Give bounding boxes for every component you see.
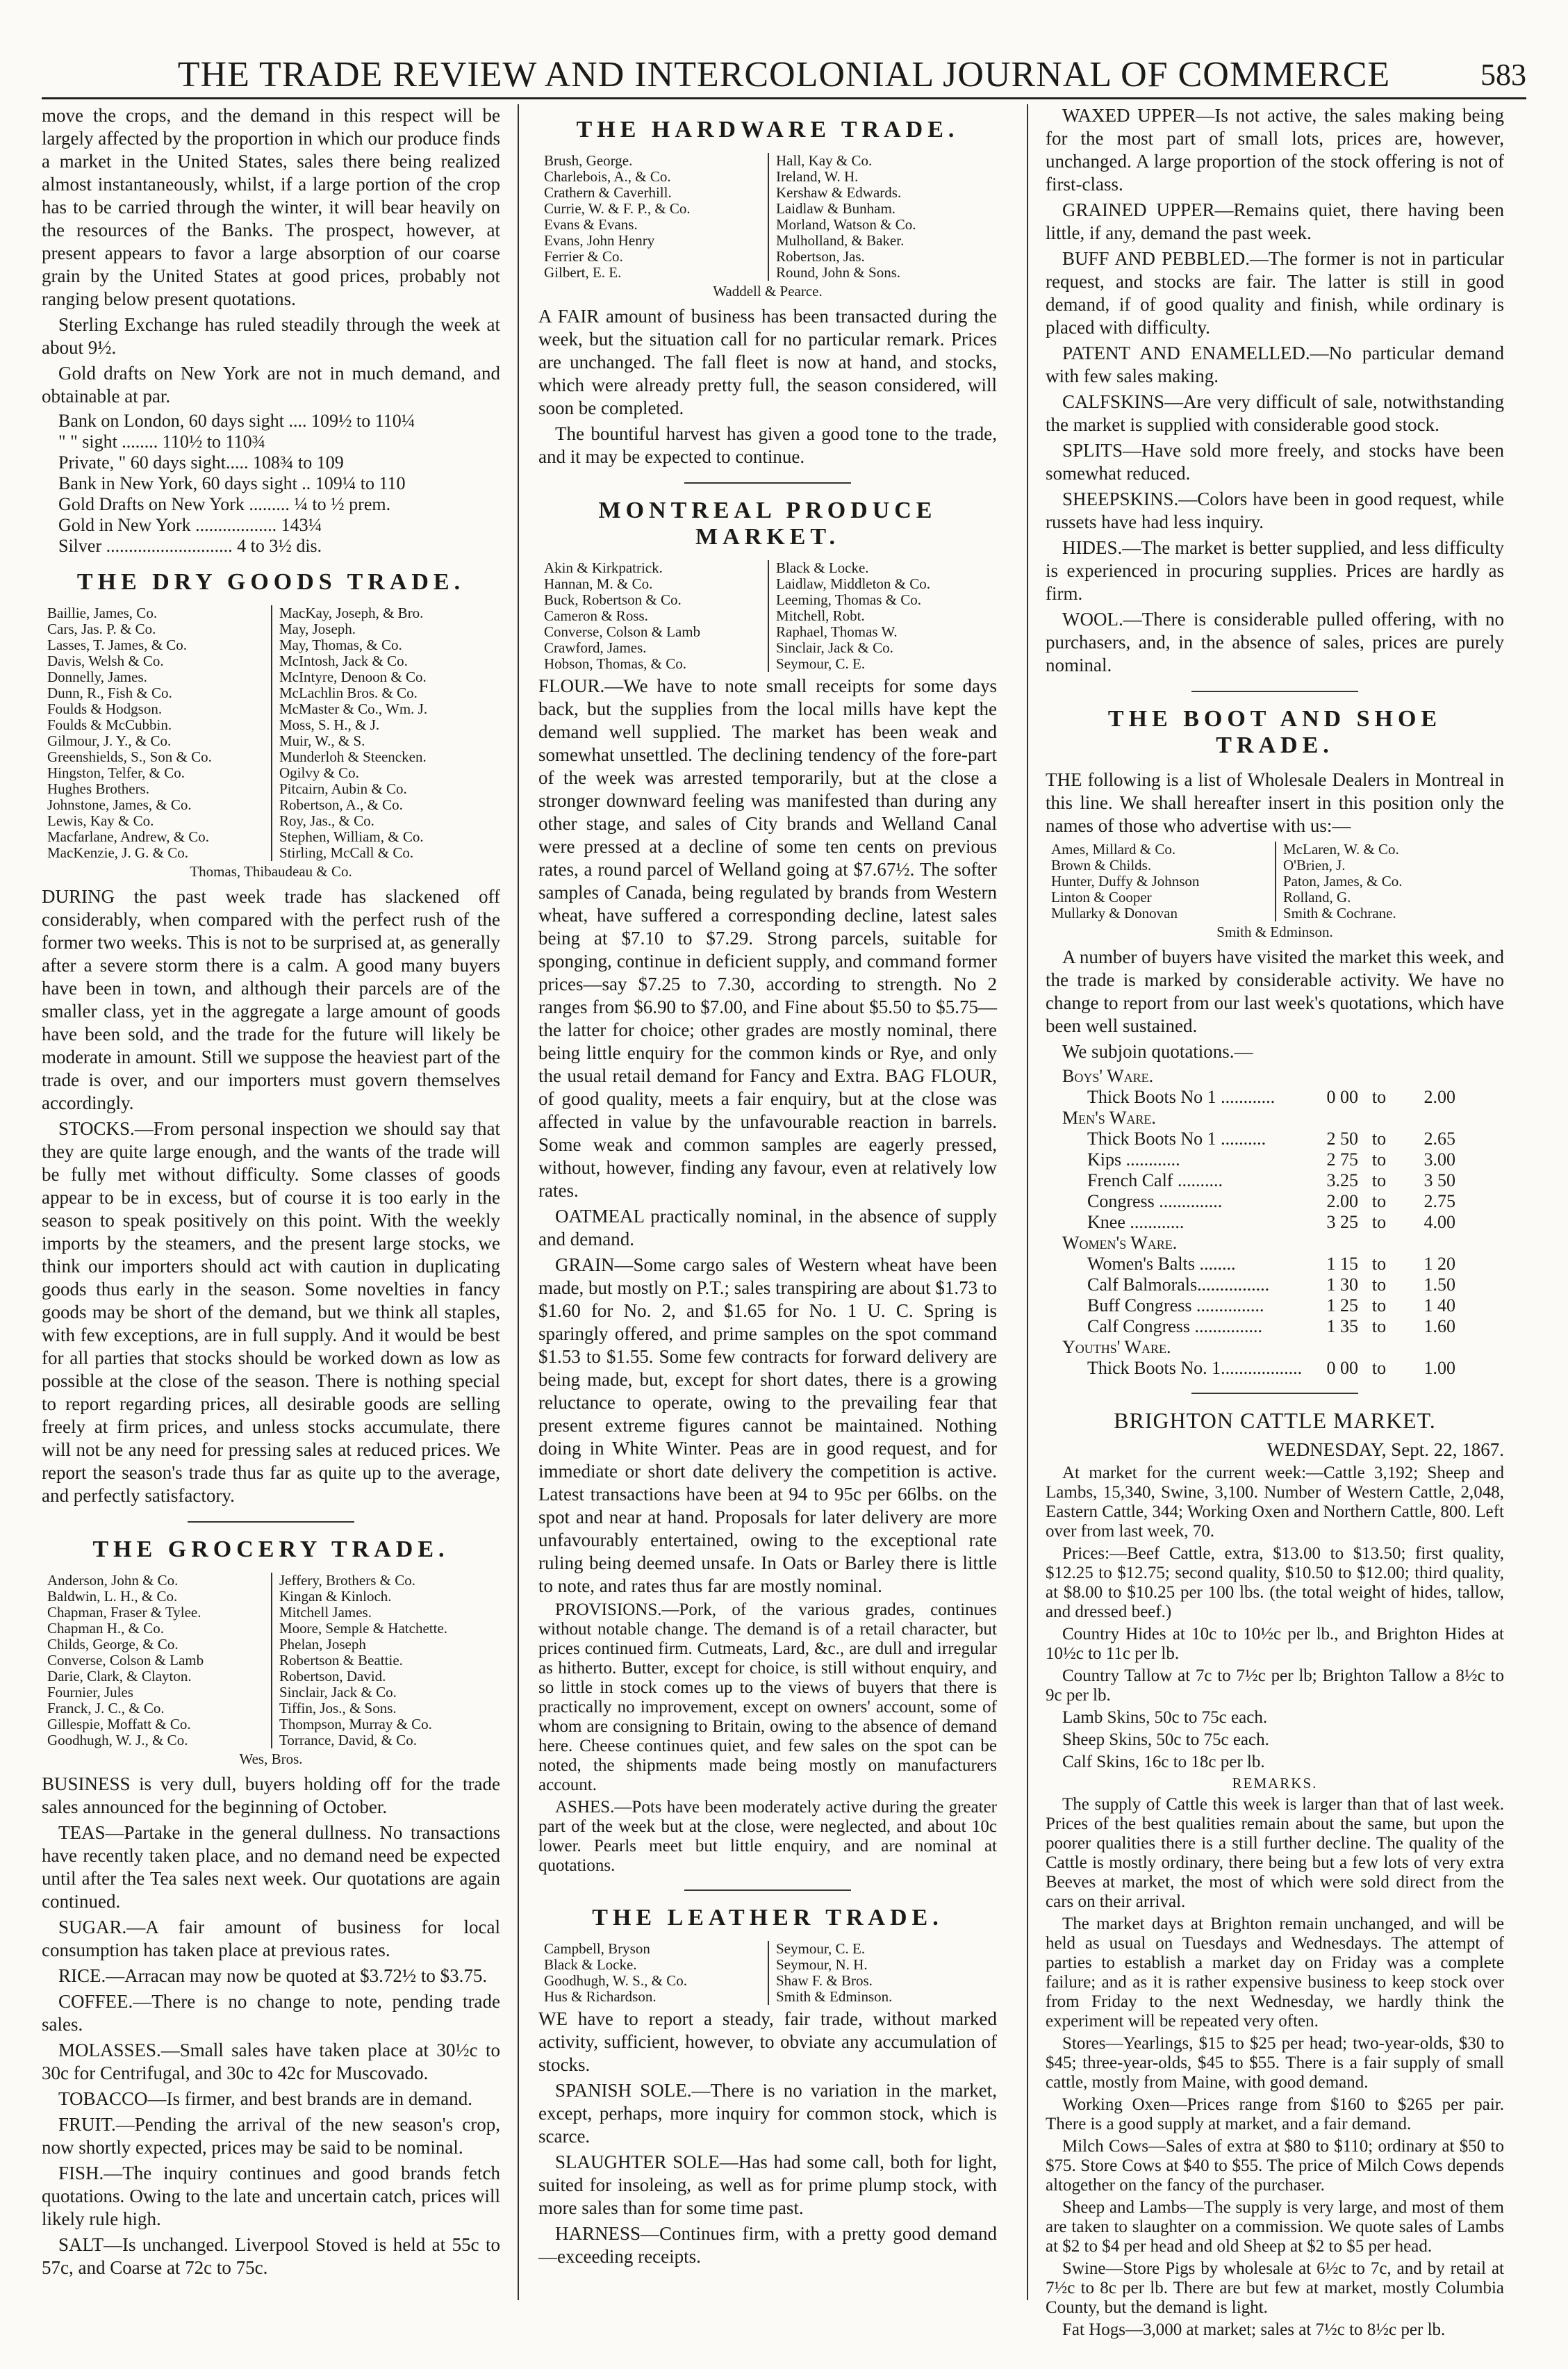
produce-heading: MONTREAL PRODUCE MARKET. bbox=[598, 498, 937, 550]
paragraph: SLAUGHTER SOLE—Has had some call, both for light, suited for insoleing, as well as for prime plump stock, with more sales than for some time past. bbox=[538, 2151, 997, 2218]
dealer-name: Ogilvy & Co. bbox=[279, 764, 359, 781]
price-high: 4.00 bbox=[1423, 1212, 1455, 1232]
dealer-name: Foulds & Hodgson. bbox=[47, 700, 163, 717]
to-word: to bbox=[1371, 1254, 1387, 1274]
dealer-name: Lewis, Kay & Co. bbox=[47, 812, 154, 829]
paragraph: Country Hides at 10c to 10½c per lb., and Brighton Hides at 10½c to 11c per lb. bbox=[1046, 1625, 1504, 1663]
dealer-name: McMaster & Co., Wm. J. bbox=[279, 700, 428, 717]
paragraph: Swine—Store Pigs by wholesale at 6½c to 7c, and by retail at 7½c to 8c per lb. There are but few at market, mostly Columbia County, but the demand is light. bbox=[1046, 2259, 1504, 2317]
dealer-name: Robertson, David. bbox=[279, 1668, 386, 1684]
dealer-name: McIntosh, Jack & Co. bbox=[279, 653, 408, 669]
dealer-name: Thomas, Thibaudeau & Co. bbox=[190, 863, 352, 880]
paragraph: WOOL.—There is considerable pulled offering, with no purchasers, and, in the absence of sales, prices are purely nominal. bbox=[1046, 609, 1504, 675]
section-rule bbox=[684, 482, 851, 484]
price-high: 3.00 bbox=[1423, 1149, 1455, 1170]
dealer-name: Waddell & Pearce. bbox=[713, 283, 823, 300]
leather-heading: THE LEATHER TRADE. bbox=[592, 1905, 943, 1931]
price-row bbox=[1046, 1129, 1504, 1149]
dealer-name: May, Joseph. bbox=[279, 621, 356, 637]
paragraph: Gold drafts on New York are not in much demand, and obtainable at par. bbox=[42, 363, 500, 407]
dealer-name: Cameron & Ross. bbox=[544, 607, 648, 624]
dealer-name: Laidlaw & Bunham. bbox=[776, 200, 896, 217]
remarks-label: REMARKS. bbox=[1232, 1775, 1318, 1792]
directory-right bbox=[768, 1941, 997, 2005]
price-low: 1 15 bbox=[1326, 1254, 1358, 1274]
directory-left bbox=[538, 1941, 768, 2005]
dealer-name: Munderloh & Steencken. bbox=[279, 748, 427, 765]
dealer-name: Leeming, Thomas & Co. bbox=[776, 591, 922, 608]
grocery-directory bbox=[42, 1573, 500, 1748]
price-high: 1.50 bbox=[1423, 1274, 1455, 1295]
paragraph: A FAIR amount of business has been transacted during the week, but the situation call for no particular remark. Prices are unchanged. The fall fleet is now at hand, and stocks, which were already pretty full, the season considered, will soon be completed. bbox=[538, 306, 997, 418]
price-high: 3 50 bbox=[1423, 1170, 1455, 1190]
paragraph: Sheep and Lambs—The supply is very large, and most of them are taken to slaughter on a commission. We quote sales of Lambs at $2 to $4 per head and old Sheep at $2 to $5 per head. bbox=[1046, 2198, 1504, 2256]
dealer-name: Black & Locke. bbox=[544, 1956, 637, 1973]
dealer-name: Franck, J. C., & Co. bbox=[47, 1700, 165, 1716]
dealer-name: Donnelly, James. bbox=[47, 669, 147, 685]
dealer-name: Robertson, Jas. bbox=[776, 248, 865, 265]
dealer-name: Mitchell, Robt. bbox=[776, 607, 865, 624]
dealer-name: Laidlaw, Middleton & Co. bbox=[776, 575, 931, 592]
section-rule bbox=[1191, 1393, 1358, 1394]
rate-line: Silver ............................ 4 to 3½ dis. bbox=[58, 536, 322, 556]
section-rule bbox=[684, 1890, 851, 1891]
dealer-name: McIntyre, Denoon & Co. bbox=[279, 669, 427, 685]
paragraph: Working Oxen—Prices range from $160 to $265 per pair. There is a good supply at market, and a fair demand. bbox=[1046, 2095, 1504, 2133]
column-divider-1 bbox=[518, 104, 519, 2300]
dealer-name: Pitcairn, Aubin & Co. bbox=[279, 780, 407, 797]
dealer-name: Evans, John Henry bbox=[544, 232, 655, 249]
paragraph: DURING the past week trade has slackened off considerably, when compared with the perfect rush of the former two weeks. This is not to be surprised at, as generally after a severe storm there is a calm. A good many buyers have been in town, and although their parcels are of the smaller class, yet in the aggregate a large amount of goods have been sold, and the trade for the future will likely be moderate in amount. Still we suppose the heaviest part of the trade is over, and our importers must govern themselves accordingly. bbox=[42, 886, 500, 1113]
dealer-name: Smith & Cochrane. bbox=[1283, 905, 1396, 921]
dealer-name: Anderson, John & Co. bbox=[47, 1572, 179, 1589]
dealer-name: McLaren, W. & Co. bbox=[1283, 841, 1399, 858]
price-high: 2.65 bbox=[1423, 1129, 1455, 1149]
paragraph: move the crops, and the demand in this respect will be largely affected by the proportion in which our produce finds a market in the United States, sales there being realized almost instantaneously, whilst, if a large portion of the crop has to be carried through the winter, it will bear heavily on the resources of the Banks. The prospect, however, at present appears to favor a large absorption of our coarse grain by the United States at good prices, probably not ranging below present quotations. bbox=[42, 105, 500, 309]
dealer-name: Mullarky & Donovan bbox=[1051, 905, 1178, 921]
dealer-name: Mulholland, & Baker. bbox=[776, 232, 905, 249]
paragraph: Sheep Skins, 50c to 75c each. bbox=[1062, 1730, 1269, 1749]
dealer-name: Mitchell James. bbox=[279, 1604, 372, 1621]
banking-intro bbox=[42, 104, 500, 408]
dealer-name: Roy, Jas., & Co. bbox=[279, 812, 374, 829]
directory-right bbox=[768, 153, 997, 281]
price-row bbox=[1046, 1295, 1504, 1316]
dealer-name: Converse, Colson & Lamb bbox=[544, 623, 701, 640]
dealer-name: Lasses, T. James, & Co. bbox=[47, 637, 188, 653]
to-word: to bbox=[1371, 1191, 1387, 1211]
to-word: to bbox=[1371, 1212, 1387, 1232]
dealer-name: Hus & Richardson. bbox=[544, 1988, 657, 2005]
item-name: Buff Congress ............... bbox=[1087, 1295, 1264, 1315]
dateline: WEDNESDAY, Sept. 22, 1867. bbox=[1266, 1439, 1504, 1460]
paragraph: The bountiful harvest has given a good tone to the trade, and it may be expected to continue. bbox=[538, 423, 997, 467]
directory-left bbox=[538, 153, 768, 281]
to-word: to bbox=[1371, 1149, 1387, 1170]
directory-right bbox=[768, 560, 997, 672]
hardware-directory bbox=[538, 153, 997, 281]
price-group-heading: Women's Ware. bbox=[1062, 1233, 1178, 1253]
item-name: Thick Boots No 1 ............ bbox=[1087, 1087, 1276, 1107]
paragraph: HARNESS—Continues firm, with a pretty good demand—exceeding receipts. bbox=[538, 2223, 997, 2267]
dealer-name: Morland, Watson & Co. bbox=[776, 216, 916, 233]
dealer-name: Seymour, C. E. bbox=[776, 655, 866, 672]
dealer-name: Evans & Evans. bbox=[544, 216, 638, 233]
dealer-name: Goodhugh, W. S., & Co. bbox=[544, 1972, 687, 1989]
dealer-name: Cars, Jas. P. & Co. bbox=[47, 621, 156, 637]
dealer-name: Robertson & Beattie. bbox=[279, 1652, 403, 1669]
dealer-name: McLachlin Bros. & Co. bbox=[279, 685, 418, 701]
dealer-name: Phelan, Joseph bbox=[279, 1636, 366, 1653]
paragraph: The supply of Cattle this week is larger than that of last week. Prices of the best qualities remain about the same, but upon the poorer qualities there is a still further decline. The quality of the Cattle is mostly ordinary, there being but a few lots of very extra Beeves at market, the most of which were sold direct from the cars on their arrival. bbox=[1046, 1795, 1504, 1911]
leather-directory bbox=[538, 1941, 997, 2005]
dealer-name: Ireland, W. H. bbox=[776, 168, 859, 185]
paragraph: PATENT AND ENAMELLED.—No particular demand with few sales making. bbox=[1046, 343, 1504, 386]
paragraph: WE have to report a steady, fair trade, without marked activity, sufficient, however, to obviate any accumulation of stocks. bbox=[538, 2008, 997, 2075]
dealer-name: Greenshields, S., Son & Co. bbox=[47, 748, 212, 765]
dealer-name: Chapman H., & Co. bbox=[47, 1620, 164, 1637]
paragraph: GRAINED UPPER—Remains quiet, there having been little, if any, demand the past week. bbox=[1046, 199, 1504, 243]
price-high: 1.60 bbox=[1423, 1316, 1455, 1336]
price-low: 3 25 bbox=[1326, 1212, 1358, 1232]
dealer-name: Hunter, Duffy & Johnson bbox=[1051, 873, 1200, 890]
price-low: 2 50 bbox=[1326, 1129, 1358, 1149]
dealer-name: Torrance, David, & Co. bbox=[279, 1732, 417, 1748]
to-word: to bbox=[1371, 1316, 1387, 1336]
dealer-name: Stirling, McCall & Co. bbox=[279, 844, 414, 861]
rate-line: " " sight ........ 110½ to 110¾ bbox=[58, 432, 266, 452]
item-name: Calf Balmorals................ bbox=[1087, 1274, 1270, 1295]
dealer-name: Hughes Brothers. bbox=[47, 780, 149, 797]
dealer-name: Ames, Millard & Co. bbox=[1051, 841, 1176, 858]
dealer-name: Campbell, Bryson bbox=[544, 1940, 650, 1957]
item-name: Kips ............ bbox=[1087, 1149, 1180, 1170]
rate-line: Private, " 60 days sight..... 108¾ to 109 bbox=[58, 452, 344, 473]
paragraph: FRUIT.—Pending the arrival of the new season's crop, now shortly expected, prices may be said to be nominal. bbox=[42, 2114, 500, 2158]
dealer-name: Gilbert, E. E. bbox=[544, 264, 622, 281]
directory-left bbox=[1046, 842, 1275, 921]
paragraph: Sterling Exchange has ruled steadily through the week at about 9½. bbox=[42, 314, 500, 358]
page-header bbox=[42, 49, 1526, 97]
dry-goods-directory bbox=[42, 605, 500, 861]
dealer-name: Goodhugh, W. J., & Co. bbox=[47, 1732, 188, 1748]
column-2 bbox=[538, 104, 997, 2300]
item-name: Women's Balts ........ bbox=[1087, 1254, 1236, 1274]
paragraph: TEAS—Partake in the general dullness. No transactions have recently taken place, and no demand need be expected until after the Tea sales next week. Our quotations are again continued. bbox=[42, 1822, 500, 1912]
to-word: to bbox=[1371, 1358, 1387, 1378]
price-table bbox=[1046, 1066, 1504, 1379]
dealer-name: Davis, Welsh & Co. bbox=[47, 653, 164, 669]
boot-shoe-heading: THE BOOT AND SHOE TRADE. bbox=[1107, 706, 1442, 758]
rate-line: Bank on London, 60 days sight .... 109½ to 110¼ bbox=[58, 411, 415, 431]
dealer-name: Hall, Kay & Co. bbox=[776, 152, 873, 169]
price-low: 2 75 bbox=[1326, 1149, 1358, 1170]
dealer-name: Crawford, James. bbox=[544, 639, 647, 656]
price-low: 3.25 bbox=[1326, 1170, 1358, 1190]
column-1 bbox=[42, 104, 500, 2300]
dealer-name: Stephen, William, & Co. bbox=[279, 828, 424, 845]
dry-goods-heading: THE DRY GOODS TRADE. bbox=[76, 569, 465, 595]
paragraph: RICE.—Arracan may now be quoted at $3.72½ to $3.75. bbox=[58, 1965, 488, 1986]
dealer-name: Currie, W. & F. P., & Co. bbox=[544, 200, 691, 217]
price-high: 1 40 bbox=[1423, 1295, 1455, 1315]
price-high: 2.00 bbox=[1423, 1087, 1455, 1107]
dealer-name: Black & Locke. bbox=[776, 559, 869, 576]
item-name: Congress .............. bbox=[1087, 1191, 1223, 1211]
dealer-name: Paton, James, & Co. bbox=[1283, 873, 1403, 890]
dealer-name: Macfarlane, Andrew, & Co. bbox=[47, 828, 210, 845]
dealer-name: Shaw F. & Bros. bbox=[776, 1972, 873, 1989]
dealer-name: Foulds & McCubbin. bbox=[47, 716, 172, 733]
dealer-name: Linton & Cooper bbox=[1051, 889, 1152, 905]
dealer-name: Baillie, James, Co. bbox=[47, 605, 158, 621]
price-low: 1 35 bbox=[1326, 1316, 1358, 1336]
dealer-name: MacKenzie, J. G. & Co. bbox=[47, 844, 188, 861]
price-row bbox=[1046, 1254, 1504, 1274]
price-group-heading: Men's Ware. bbox=[1062, 1108, 1156, 1128]
journal-title: THE TRADE REVIEW AND INTERCOLONIAL JOURNAL OF COMMERCE bbox=[177, 55, 1391, 95]
paragraph: SALT—Is unchanged. Liverpool Stoved is held at 55c to 57c, and Coarse at 72c to 75c. bbox=[42, 2234, 500, 2278]
dealer-name: May, Thomas, & Co. bbox=[279, 637, 402, 653]
price-row bbox=[1046, 1191, 1504, 1212]
dealer-name: Darie, Clark, & Clayton. bbox=[47, 1668, 192, 1684]
paragraph: BUFF AND PEBBLED.—The former is not in particular request, and stocks are fair. The latter is still in good demand, if of good quality and finish, while ordinary is placed with difficulty. bbox=[1046, 248, 1504, 338]
paragraph: At market for the current week:—Cattle 3,192; Sheep and Lambs, 15,340, Swine, 3,100. Number of Western Cattle, 2,048, Eastern Cattle, 344; Working Oxen and Northern Cattle, 800. Left over from last week, 70. bbox=[1046, 1464, 1504, 1541]
paragraph: MOLASSES.—Small sales have taken place at 30½c to 30c for Centrifugal, and 30c to 42c for Muscovado. bbox=[42, 2040, 500, 2083]
directory-left bbox=[538, 560, 768, 672]
paragraph: SPLITS—Have sold more freely, and stocks have been somewhat reduced. bbox=[1046, 440, 1504, 484]
dealer-name: O'Brien, J. bbox=[1283, 857, 1346, 874]
dealer-name: Round, John & Sons. bbox=[776, 264, 901, 281]
dealer-name: Crathern & Caverhill. bbox=[544, 184, 672, 201]
paragraph: The market days at Brighton remain unchanged, and will be held as usual on Tuesdays and Wednesdays. The attempt of parties to establish a market day on Friday was a complete failure; and as it is rather expensive business to keep stock over from Friday to the next Wednesday, we hardly think the experiment will be repeated very often. bbox=[1046, 1915, 1504, 2031]
paragraph: FLOUR.—We have to note small receipts for some days back, but the supplies from the local mills have kept the demand well supplied. The market has been weak and somewhat unsettled. The declining tendency of the fore-part of the week was arrested temporarily, but at the close a stronger downward feeling was manifested than during any other stage, and sales of City brands and Welland Canal were pressed at a decline of some ten cents on previous rates, a round parcel of Welland going at $7.67½. The softer samples of Canada, being regulated by brands from Western wheat, have suffered a corresponding decline, latest sales being at $7.10 to $7.29. Strong parcels, suitable for sponging, continue in deficient supply, and command former prices—say $7.25 to 7.30, according to strength. No 2 ranges from $6.90 to $7.00, and Fine about $5.50 to $5.75—the latter for choice; other grades are mostly nominal, there being little enquiry for the common kinds or Rye, and only the usual retail demand for Fancy and Extra. BAG FLOUR, of good quality, meets a fair enquiry, but at the close was affected in value by the unfavourable reaction in barrels. Some weak and common samples are eagerly pressed, without, however, finding any favour, even at relatively low rates. bbox=[538, 675, 997, 1201]
dealer-name: Hingston, Telfer, & Co. bbox=[47, 764, 185, 781]
dealer-name: Raphael, Thomas W. bbox=[776, 623, 898, 640]
item-name: Thick Boots No 1 .......... bbox=[1087, 1129, 1266, 1149]
dealer-name: Gillespie, Moffatt & Co. bbox=[47, 1716, 191, 1732]
exchange-rates bbox=[42, 411, 500, 557]
rate-line: Gold Drafts on New York ......... ¼ to ½ prem. bbox=[58, 494, 391, 514]
dealer-name: Wes, Bros. bbox=[239, 1751, 303, 1767]
to-word: to bbox=[1371, 1170, 1387, 1190]
column-divider-2 bbox=[1027, 104, 1028, 2300]
dealer-name: Johnstone, James, & Co. bbox=[47, 796, 192, 813]
paragraph: Lamb Skins, 50c to 75c each. bbox=[1062, 1708, 1268, 1727]
item-name: French Calf .......... bbox=[1087, 1170, 1223, 1190]
dealer-name: Sinclair, Jack & Co. bbox=[776, 639, 893, 656]
price-row bbox=[1046, 1149, 1504, 1170]
directory-right bbox=[1275, 842, 1504, 921]
page-number: 583 bbox=[1480, 58, 1526, 92]
dealer-name: Chapman, Fraser & Tylee. bbox=[47, 1604, 201, 1621]
paragraph: We subjoin quotations.— bbox=[1062, 1041, 1253, 1062]
dealer-name: Moss, S. H., & J. bbox=[279, 716, 380, 733]
dealer-name: Brown & Childs. bbox=[1051, 857, 1152, 874]
item-name: Calf Congress ............... bbox=[1087, 1316, 1263, 1336]
directory-left bbox=[42, 605, 271, 861]
header-rule bbox=[42, 97, 1526, 99]
dealer-name: Kingan & Kinloch. bbox=[279, 1588, 392, 1605]
paragraph: SPANISH SOLE.—There is no variation in the market, except, perhaps, more inquiry for common stock, which is scarce. bbox=[538, 2080, 997, 2147]
price-row bbox=[1046, 1170, 1504, 1191]
price-group-heading: Youths' Ware. bbox=[1062, 1337, 1171, 1357]
dealer-name: Jeffery, Brothers & Co. bbox=[279, 1572, 415, 1589]
paragraph: BUSINESS is very dull, buyers holding off for the trade sales announced for the beginning of October. bbox=[42, 1773, 500, 1817]
price-high: 1 20 bbox=[1423, 1254, 1455, 1274]
dealer-name: Fournier, Jules bbox=[47, 1684, 133, 1700]
paragraph: HIDES.—The market is better supplied, and less difficulty is experienced in procuring supplies. Prices are hardly as firm. bbox=[1046, 537, 1504, 604]
paragraph: STOCKS.—From personal inspection we should say that they are quite large enough, and the wants of the trade will be fully met without difficulty. Some classes of goods appear to be in excess, but of course it is too early in the season to speak positively on this point. With the weekly imports by the steamers, and the present large stocks, we think our importers should act with caution in duplicating goods thus early in the season. Some novelties in fancy goods may be short of the demand, but we think all staples, with few exceptions, are in full supply. And it would be best for all parties that stocks should be worked down as low as possible at the close of the season. There is nothing special to report regarding prices, all desirable goods are selling freely at firm prices, and unless stocks accumulate, there will not be any need for pressing sales at reduced prices. We report the season's trade thus far as quite up to the average, and perfectly satisfactory. bbox=[42, 1118, 500, 1506]
price-high: 2.75 bbox=[1423, 1191, 1455, 1211]
dealer-name: Hannan, M. & Co. bbox=[544, 575, 653, 592]
dealer-name: Charlebois, A., & Co. bbox=[544, 168, 671, 185]
price-row bbox=[1046, 1087, 1504, 1108]
directory-right bbox=[271, 605, 500, 861]
price-row bbox=[1046, 1358, 1504, 1379]
dealer-name: Converse, Colson & Lamb bbox=[47, 1652, 204, 1669]
dealer-name: Seymour, N. H. bbox=[776, 1956, 868, 1973]
dealer-name: Thompson, Murray & Co. bbox=[279, 1716, 432, 1732]
directory-left bbox=[42, 1573, 271, 1748]
dealer-name: Hobson, Thomas, & Co. bbox=[544, 655, 686, 672]
price-high: 1.00 bbox=[1423, 1358, 1455, 1378]
dealer-name: Gilmour, J. Y., & Co. bbox=[47, 732, 172, 749]
paragraph: Prices:—Beef Cattle, extra, $13.00 to $13.50; first quality, $12.25 to $12.75; second quality, $10.50 to $12.00; third quality, at $8.00 to $10.25 per 100 lbs. (the total weight of hides, tallow, and dressed beef.) bbox=[1046, 1544, 1504, 1621]
price-low: 2.00 bbox=[1326, 1191, 1358, 1211]
price-row bbox=[1046, 1274, 1504, 1295]
paragraph: A number of buyers have visited the market this week, and the trade is marked by considerable activity. We have no change to report from our last week's quotations, which have been well sustained. bbox=[1046, 946, 1504, 1036]
directory-right bbox=[271, 1573, 500, 1748]
boot-shoe-directory bbox=[1046, 842, 1504, 921]
dealer-name: Akin & Kirkpatrick. bbox=[544, 559, 663, 576]
column-3 bbox=[1046, 104, 1504, 2339]
section-rule bbox=[1191, 691, 1358, 692]
hardware-heading: THE HARDWARE TRADE. bbox=[576, 117, 959, 142]
paragraph: ASHES.—Pots have been moderately active during the greater part of the week but at the close, were neglected, and about 10c lower. Pearls meet but little enquiry, and are nominal at quotations. bbox=[538, 1798, 997, 1875]
dealer-name: Buck, Robertson & Co. bbox=[544, 591, 682, 608]
paragraph: SUGAR.—A fair amount of business for local consumption has taken place at previous rates. bbox=[42, 1917, 500, 1960]
rate-line: Gold in New York .................. 143¼ bbox=[58, 515, 322, 535]
to-word: to bbox=[1371, 1295, 1387, 1315]
paragraph: Country Tallow at 7c to 7½c per lb; Brighton Tallow a 8½c to 9c per lb. bbox=[1046, 1666, 1504, 1705]
dealer-name: Muir, W., & S. bbox=[279, 732, 365, 749]
paragraph: GRAIN—Some cargo sales of Western wheat have been made, but mostly on P.T.; sales transpiring are about $1.73 to $1.60 for No. 2, and $1.65 for No. 1 U. C. Spring is sparingly offered, and prime samples on the spot command $1.53 to $1.55. Some few contracts for forward delivery are being made, but, except for short dates, there is a growing reluctance to operate, owing to the prevailing fear that present extreme figures cannot be maintained. Nothing doing in White Winter. Peas are in good request, and for immediate or short date delivery the competition is active. Latest transactions have been at 94 to 95c per 66lbs. on the spot and near at hand. Proposals for later delivery are more unfavourably entertained, owing to the exceptional rate ruling being deemed unsafe. In Oats or Barley there is little to note, and rates thus far are mostly nominal. bbox=[538, 1254, 997, 1596]
dealer-name: MacKay, Joseph, & Bro. bbox=[279, 605, 424, 621]
dealer-name: Smith & Edminson. bbox=[1216, 924, 1333, 940]
to-word: to bbox=[1371, 1087, 1387, 1107]
dealer-name: Baldwin, L. H., & Co. bbox=[47, 1588, 178, 1605]
dealer-name: Childs, George, & Co. bbox=[47, 1636, 179, 1653]
cattle-heading: BRIGHTON CATTLE MARKET. bbox=[1114, 1408, 1436, 1433]
dealer-name: Tiffin, Jos., & Sons. bbox=[279, 1700, 397, 1716]
dealer-name: Brush, George. bbox=[544, 152, 633, 169]
produce-directory bbox=[538, 560, 997, 672]
paragraph: FISH.—The inquiry continues and good brands fetch quotations. Owing to the late and uncertain catch, prices will likely rule high. bbox=[42, 2163, 500, 2229]
paragraph: Stores—Yearlings, $15 to $25 per head; two-year-olds, $30 to $45; three-year-olds, $45 to $55. There is a fair supply of small cattle, mostly from Maine, with good demand. bbox=[1046, 2034, 1504, 2092]
paragraph: TOBACCO—Is firmer, and best brands are in demand. bbox=[58, 2088, 473, 2109]
price-low: 1 30 bbox=[1326, 1274, 1358, 1295]
paragraph: Milch Cows—Sales of extra at $80 to $110; ordinary at $50 to $75. Store Cows at $40 to $55. The price of Milch Cows depends altogether on the fancy of the purchaser. bbox=[1046, 2137, 1504, 2195]
paragraph: CALFSKINS—Are very difficult of sale, notwithstanding the market is supplied with considerable good stock. bbox=[1046, 391, 1504, 435]
dealer-name: Seymour, C. E. bbox=[776, 1940, 866, 1957]
paragraph: SHEEPSKINS.—Colors have been in good request, while russets have had less inquiry. bbox=[1046, 489, 1504, 532]
to-word: to bbox=[1371, 1129, 1387, 1149]
paragraph: COFFEE.—There is no change to note, pending trade sales. bbox=[42, 1991, 500, 2035]
price-group-heading: Boys' Ware. bbox=[1062, 1066, 1154, 1086]
grocery-heading: THE GROCERY TRADE. bbox=[92, 1536, 449, 1562]
paragraph: THE following is a list of Wholesale Dealers in Montreal in this line. We shall hereafter insert in this position only the names of those who advertise with us:— bbox=[1046, 769, 1504, 836]
dealer-name: Smith & Edminson. bbox=[776, 1988, 893, 2005]
to-word: to bbox=[1371, 1274, 1387, 1295]
price-low: 0 00 bbox=[1326, 1087, 1358, 1107]
dealer-name: Robertson, A., & Co. bbox=[279, 796, 403, 813]
paragraph: WAXED UPPER—Is not active, the sales making being for the most part of small lots, prices are, however, unchanged. A large proportion of the stock offering is not of first-class. bbox=[1046, 105, 1504, 195]
paragraph: Calf Skins, 16c to 18c per lb. bbox=[1062, 1753, 1265, 1771]
price-row bbox=[1046, 1316, 1504, 1337]
dealer-name: Rolland, G. bbox=[1283, 889, 1351, 905]
paragraph: Fat Hogs—3,000 at market; sales at 7½c to 8½c per lb. bbox=[1062, 2320, 1446, 2339]
section-rule bbox=[188, 1521, 354, 1523]
paragraph: OATMEAL practically nominal, in the absence of supply and demand. bbox=[538, 1206, 997, 1249]
item-name: Knee ............ bbox=[1087, 1212, 1185, 1232]
dealer-name: Sinclair, Jack & Co. bbox=[279, 1684, 397, 1700]
item-name: Thick Boots No. 1.................. bbox=[1087, 1358, 1303, 1378]
rate-line: Bank in New York, 60 days sight .. 109¼ to 110 bbox=[58, 473, 406, 493]
price-row bbox=[1046, 1212, 1504, 1233]
price-low: 0 00 bbox=[1326, 1358, 1358, 1378]
price-low: 1 25 bbox=[1326, 1295, 1358, 1315]
paragraph: PROVISIONS.—Pork, of the various grades, continues without notable change. The demand is of a retail character, but prices continued firm. Cutmeats, Lard, &c., are dull and irregular as hitherto. Butter, except for choice, is still without enquiry, and so little in stock comes up to the views of buyers that there is practically no improvement, except on owners' account, some of whom are consigning to Britain, owing to the absence of demand here. Cheese continues quiet, and few sales on the spot can be noted, the shipments made being mostly on manufacturers account. bbox=[538, 1600, 997, 1794]
dealer-name: Ferrier & Co. bbox=[544, 248, 623, 265]
dealer-name: Moore, Semple & Hatchette. bbox=[279, 1620, 448, 1637]
dealer-name: Kershaw & Edwards. bbox=[776, 184, 902, 201]
dealer-name: Dunn, R., Fish & Co. bbox=[47, 685, 172, 701]
